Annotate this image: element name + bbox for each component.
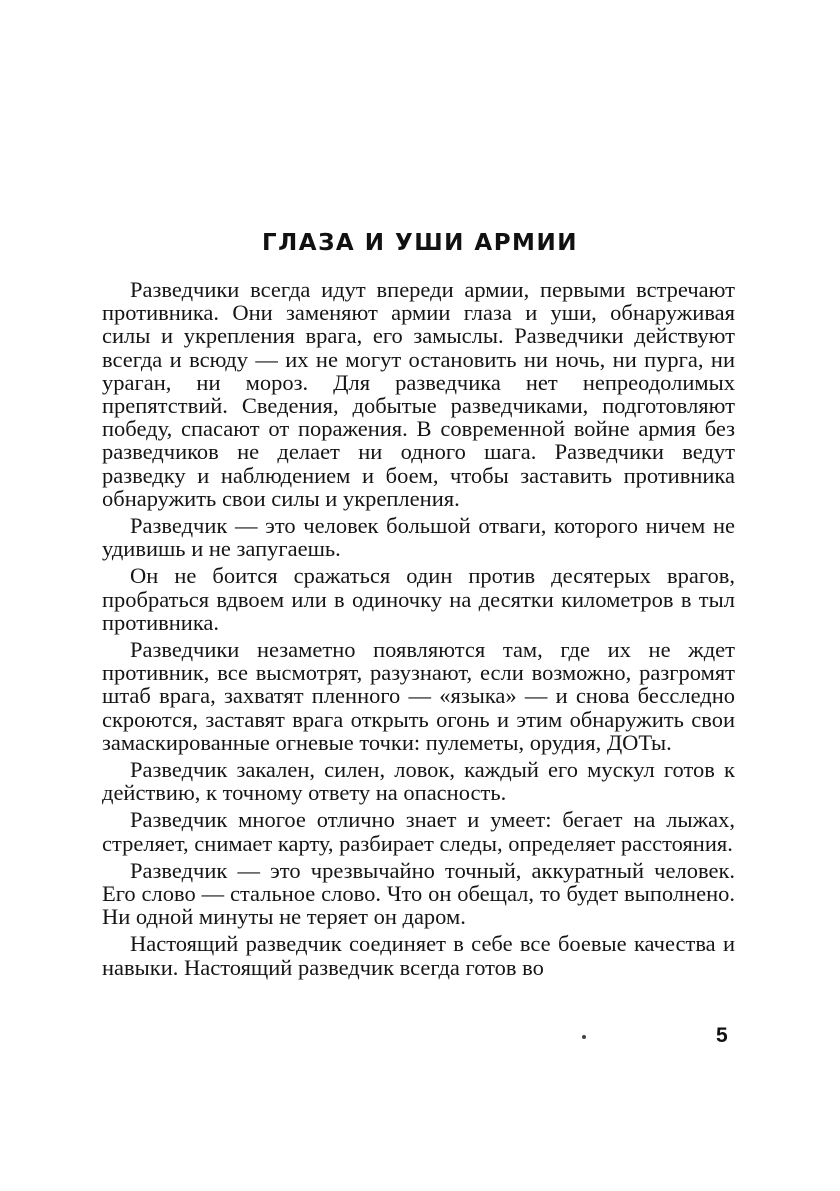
paragraph: Разведчик — это человек большой отваги, которого ничем не удивишь и не запугаешь. — [102, 513, 735, 562]
paragraph: Разведчик закален, силен, ловок, каждый его мускул готов к действию, к точному ответу на опасность. — [102, 757, 735, 806]
paragraph: Разведчик многое отлично знает и умеет: бегает на лыжах, стреляет, снимает карту, разбирает следы, определяет расстояния. — [102, 807, 735, 856]
paragraph: Он не боится сражаться один против десятерых врагов, пробраться вдвоем или в одиночку на десятки километров в тыл противника. — [102, 563, 735, 635]
chapter-body — [102, 278, 735, 979]
paragraph: Разведчики незаметно появляются там, где их не ждет противник, все высмотрят, разузнают, если возможно, разгромят штаб врага, захватят пленного — «языка» — и снова бесследно скроются, заставят врага открыть огонь и этим обнаружить свои замаскированные огневые точки: пулеметы, орудия, ДОТы. — [102, 637, 735, 755]
print-speck — [582, 1035, 586, 1039]
paragraph: Настоящий разведчик соединяет в себе все боевые качества и навыки. Настоящий разведчик всегда готов во — [102, 931, 735, 980]
page-number: 5 — [716, 1024, 728, 1047]
paragraph: Разведчики всегда идут впереди армии, первыми встречают противника. Они заменяют армии глаза и уши, обнаруживая силы и укрепления врага, его замыслы. Разведчики действуют всегда и всюду — их не могут остановить ни ночь, ни пурга, ни ураган, ни мороз. Для разведчика нет непреодолимых препятствий. Сведения, добытые разведчиками, подготовляют победу, спасают от поражения. В современной войне армия без разведчиков не делает ни одного шага. Разведчики ведут разведку и наблюдением и боем, чтобы заставить противника обнаружить свои силы и укрепления. — [102, 277, 735, 511]
chapter-title: ГЛАЗА И УШИ АРМИИ — [262, 230, 578, 256]
paragraph: Разведчик — это чрезвычайно точный, аккуратный человек. Его слово — стальное слово. Что он обещал, то будет выполнено. Ни одной минуты не теряет он даром. — [102, 857, 735, 930]
